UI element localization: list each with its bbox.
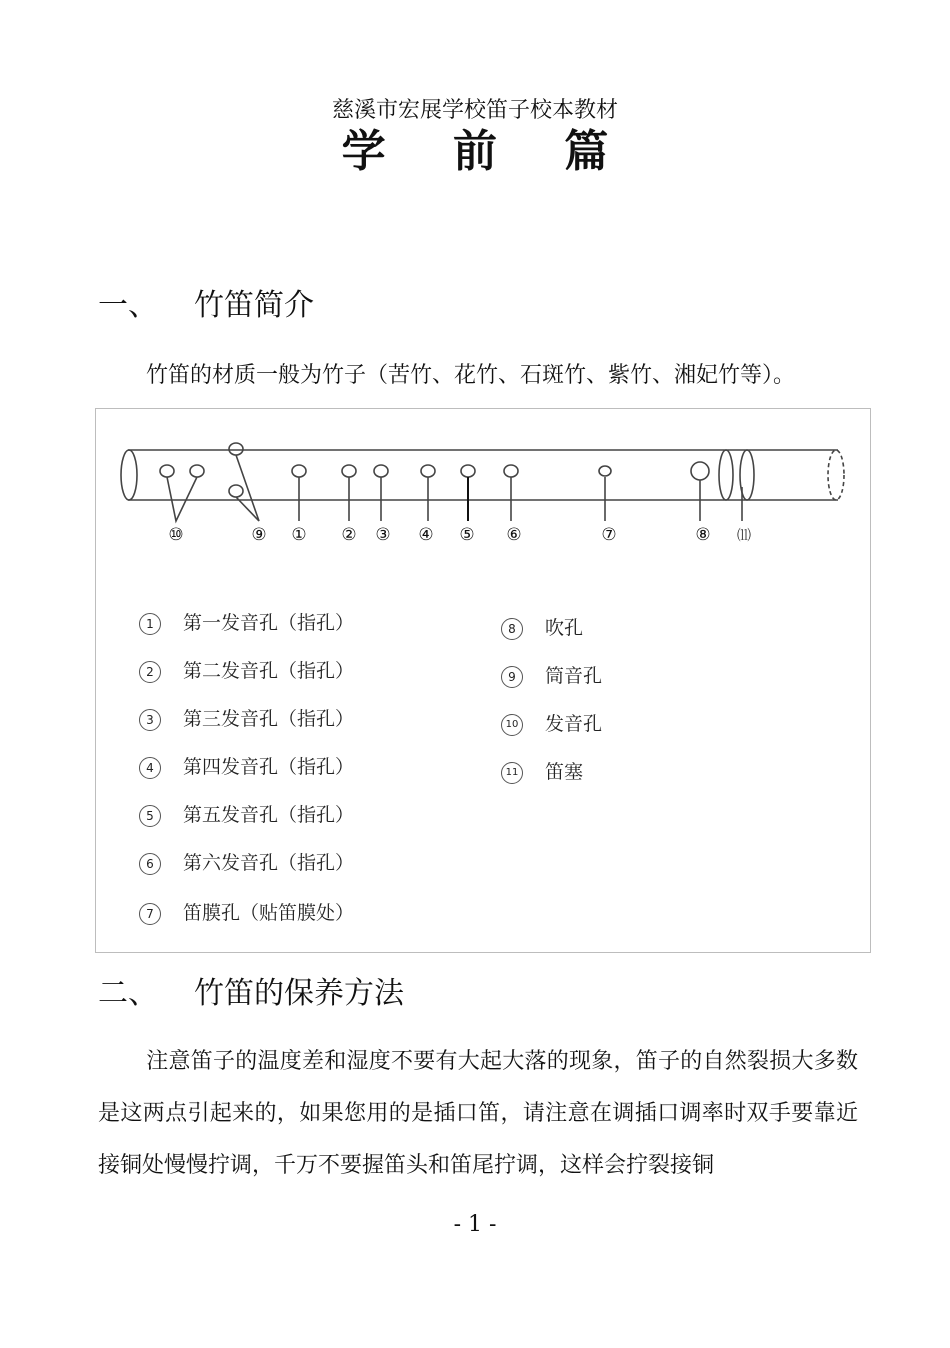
legend-mark: 10 xyxy=(501,714,523,736)
diagram-label-7: ⑦ xyxy=(601,525,617,545)
legend-label: 第四发音孔（指孔） xyxy=(183,756,355,778)
diagram-label-10: ⑩ xyxy=(168,525,184,545)
legend-label: 发音孔 xyxy=(545,713,603,735)
section-2-body xyxy=(98,1036,858,1192)
section-1-number: 一、 xyxy=(98,288,158,323)
legend-item-6 xyxy=(139,850,354,876)
legend-item-11 xyxy=(501,759,583,785)
hole-9a xyxy=(229,443,243,455)
legend-item-8 xyxy=(501,615,583,641)
hole-6 xyxy=(504,465,518,477)
section-1-heading xyxy=(98,286,314,326)
legend-mark: 1 xyxy=(139,613,161,635)
legend-item-3 xyxy=(139,706,354,732)
hole-8 xyxy=(691,462,709,480)
hole-7 xyxy=(599,466,611,476)
diagram-label-2: ② xyxy=(341,525,357,545)
hole-2 xyxy=(342,465,356,477)
legend-mark: 7 xyxy=(139,903,161,925)
diagram-label-1: ① xyxy=(291,525,307,545)
legend-label: 第一发音孔（指孔） xyxy=(183,612,355,634)
legend-mark: 3 xyxy=(139,709,161,731)
diagram-label-8: ⑧ xyxy=(695,525,711,545)
section-2-title: 竹笛的保养方法 xyxy=(194,976,404,1011)
section-2-number: 二、 xyxy=(98,976,158,1011)
legend-item-1 xyxy=(139,610,354,636)
hole-5 xyxy=(461,465,475,477)
diagram-label-4: ④ xyxy=(418,525,434,545)
section-2-body-text: 注意笛子的温度差和湿度不要有大起大落的现象，笛子的自然裂损大多数是这两点引起来的，如果您用的是插口笛，请注意在调插口调率时双手要靠近接铜处慢慢拧调，千万不要握笛头和笛尾拧调，这样会拧裂接铜 xyxy=(98,1049,858,1178)
flute-right-end xyxy=(828,450,844,500)
legend-label: 第六发音孔（指孔） xyxy=(183,852,355,874)
legend-mark: 6 xyxy=(139,853,161,875)
flute-left-end xyxy=(121,450,137,500)
legend-label: 笛塞 xyxy=(545,761,584,783)
section-1-title: 竹笛简介 xyxy=(194,288,314,323)
legend-label: 筒音孔 xyxy=(545,665,603,687)
diagram-label-9: ⑨ xyxy=(251,525,267,545)
legend-mark: 8 xyxy=(501,618,523,640)
page-title: 学 前 篇 xyxy=(341,126,635,177)
leader-line-10 xyxy=(167,477,197,521)
legend-label: 笛膜孔（贴笛膜处） xyxy=(183,902,355,924)
flute-diagram-figure xyxy=(95,408,871,953)
legend-label: 第二发音孔（指孔） xyxy=(183,660,355,682)
legend-label: 第五发音孔（指孔） xyxy=(183,804,355,826)
legend-mark: 5 xyxy=(139,805,161,827)
legend-mark: 9 xyxy=(501,666,523,688)
hole-4 xyxy=(421,465,435,477)
diagram-label-5: ⑤ xyxy=(459,525,475,545)
legend-item-5 xyxy=(139,802,354,828)
document-subtitle: 慈溪市宏展学校笛子校本教材 xyxy=(331,98,618,123)
legend-mark: 11 xyxy=(501,762,523,784)
legend-mark: 4 xyxy=(139,757,161,779)
legend-item-9 xyxy=(501,663,602,689)
page-number: - 1 - xyxy=(453,1212,497,1237)
flute-plug-ring-1 xyxy=(719,450,733,500)
legend-item-2 xyxy=(139,658,354,684)
legend-label: 吹孔 xyxy=(545,617,584,639)
hole-3 xyxy=(374,465,388,477)
legend-item-7 xyxy=(139,900,354,926)
section-1-intro: 竹笛的材质一般为竹子（苦竹、花竹、石斑竹、紫竹、湘妃竹等）。 xyxy=(146,363,796,388)
hole-9b xyxy=(229,485,243,497)
legend-mark: 2 xyxy=(139,661,161,683)
diagram-label-3: ③ xyxy=(375,525,391,545)
leader-line-9 xyxy=(236,455,259,521)
legend-item-4 xyxy=(139,754,354,780)
hole-10a xyxy=(160,465,174,477)
diagram-label-11: ⑾ xyxy=(737,528,751,544)
hole-1 xyxy=(292,465,306,477)
hole-10b xyxy=(190,465,204,477)
legend-item-10 xyxy=(501,711,602,737)
legend-label: 第三发音孔（指孔） xyxy=(183,708,355,730)
diagram-label-6: ⑥ xyxy=(506,525,522,545)
section-2-heading xyxy=(98,974,404,1014)
